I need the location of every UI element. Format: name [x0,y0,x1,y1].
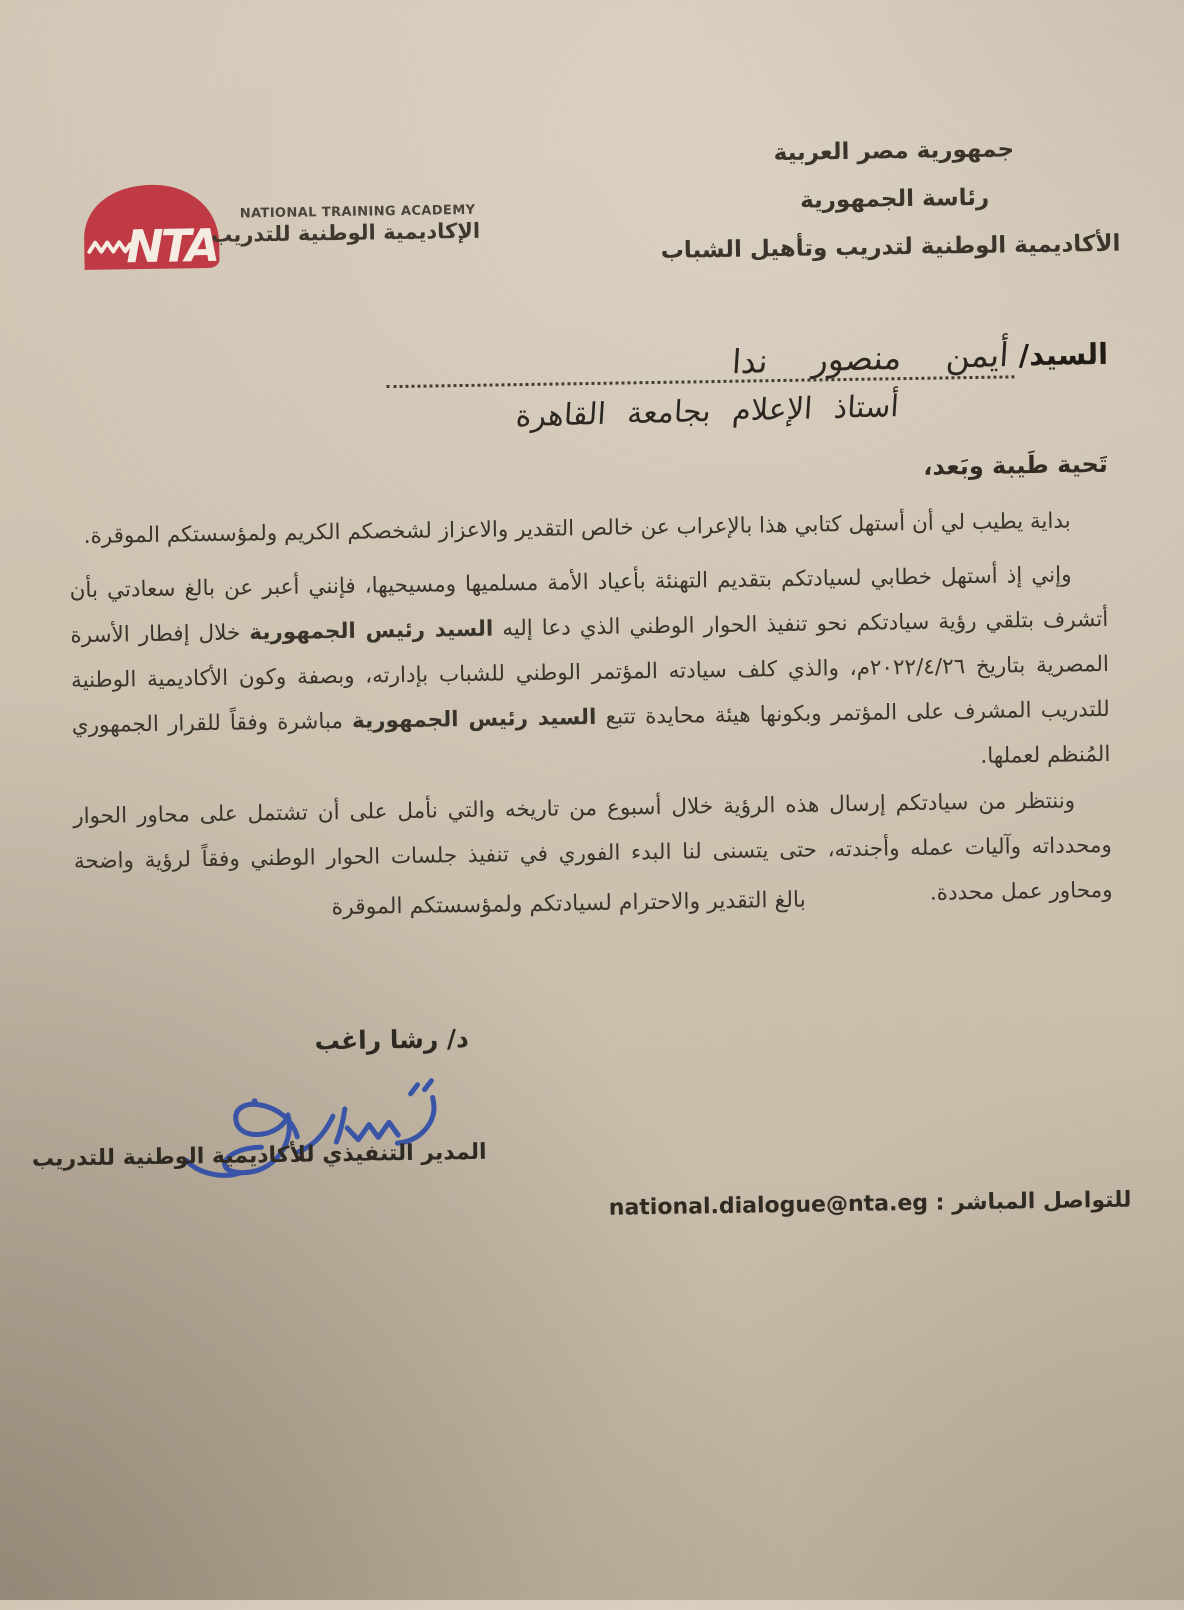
org-name-english: NATIONAL TRAINING ACADEMY [239,202,476,222]
contact-email: national.dialogue@nta.eg [608,1190,929,1221]
signatory-title: المدير التنفيذي للأكاديمية الوطنية للتدريب [31,1139,487,1172]
contact-label: للتواصل المباشر : [935,1187,1132,1216]
recipient-row [386,318,1109,388]
signatory-name: د/ رشا راغب [314,1023,470,1056]
paragraph-main: وإني إذ أستهل خطابي لسيادتكم بتقديم التهنئة بأعياد الأمة مسلميها ومسيحيها، فإنني أعبر عن بالغ سعادتي بأن أتشرف بتلقي رؤية سيادتكم نحو تنفيذ الحوار الوطني الذي دعا إليه السيد رئيس الجمهورية خلال إفطار الأسرة المصرية بتاريخ ٢٠٢٢/٤/٢٦م، والذي كلف سيادته المؤتمر الوطني للشباب بإدارته، وبصفة وكون الأكاديمية الوطنية للتدريب المشرف على المؤتمر وبكونها هيئة محايدة تتبع السيد رئيس الجمهورية مباشرة وفقاً للقرار الجمهوري المُنظم لعملها. [69,562,1111,769]
gov-line-academy: الأكاديمية الوطنية لتدريب وتأهيل الشباب [660,230,1121,264]
gov-line-country: جمهورية مصر العربية [773,136,1015,167]
gov-line-presidency: رئاسة الجمهورية [799,184,990,214]
org-name-arabic: الإكاديمية الوطنية للتدريب [211,218,481,247]
nta-logo-badge [75,180,226,278]
handwritten-recipient-name: أيمن منصور ندا [730,334,1010,382]
contact-footer [609,1188,1132,1221]
greeting-line: تَحية طَيبة وبَعد، [923,449,1109,481]
logo-wordmark [211,202,481,247]
paragraph-request: وننتظر من سيادتكم إرسال هذه الرؤية خلال أسبوع من تاريخه والتي نأمل على أن تشتمل على محاور الحوار ومحدداته وآليات عمله وأجندته، حتى يتسنى لنا البدء الفوري في تنفيذ جلسات الحوار الوطني وفقاً لرؤية واضحة ومحاور عمل محددة. [73,788,1113,906]
government-header [660,124,1121,275]
handwritten-recipient-title: أستاذ الإعلام بجامعة القاهرة [514,389,901,435]
salutation-label: السيد/ [1018,336,1109,373]
signature-scribble [135,1070,447,1190]
paragraph-intro: بداية يطيب لي أن أستهل كتابي هذا بالإعراب عن خالص التقدير والاعزاز لشخصكم الكريم ولمؤسستكم الموقرة. [83,508,1071,549]
closing-line: بالغ التقدير والاحترام لسيادتكم ولمؤسستكم الموقرة [331,887,806,921]
logo-acronym: NTA [125,218,218,274]
recipient-name-dotted-line [386,319,1015,388]
